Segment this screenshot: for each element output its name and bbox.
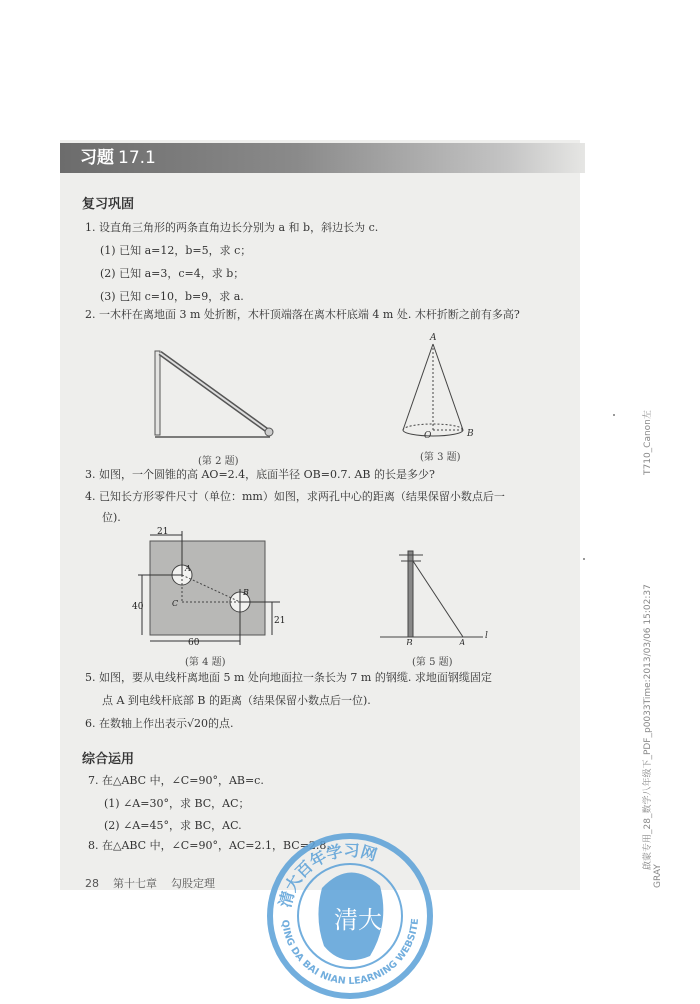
figure-3-caption: (第 3 题)	[420, 452, 461, 463]
label-b: B	[406, 639, 413, 645]
watermark-stamp	[262, 828, 438, 1004]
label-b: B	[243, 588, 249, 597]
figure-4-caption: (第 4 题)	[185, 657, 226, 668]
watermark-top-text: 清大百年学习网	[275, 840, 380, 910]
problem-4-line-1: 4. 已知长方形零件尺寸（单位：mm）如图，求两孔中心的距离（结果保留小数点后一	[85, 490, 505, 503]
problem-6: 6. 在数轴上作出表示√20的点.	[85, 717, 234, 730]
chapter-number: 第十七章	[113, 877, 157, 890]
exercise-title	[80, 146, 156, 170]
figure-5-pole-cable	[375, 545, 495, 645]
problem-5-line-1: 5. 如图，要从电线杆离地面 5 m 处向地面拉一条长为 7 m 的钢缆. 求地面钢缆固定	[85, 671, 492, 684]
figure-5-caption: (第 5 题)	[412, 657, 453, 668]
dim-top: 21	[157, 527, 169, 537]
watermark-center: 清大	[334, 906, 382, 934]
problem-1-3: (3) 已知 c=10，b=9，求 a.	[100, 290, 244, 303]
cone-label-o: O	[424, 431, 432, 441]
dim-left: 40	[132, 602, 144, 612]
section-review: 复习巩固	[82, 197, 135, 212]
problem-7-1: (1) ∠A=30°，求 BC，AC；	[104, 797, 250, 810]
gray-label: GRAY	[653, 864, 663, 888]
page-number: 28	[85, 877, 99, 890]
label-a: A	[459, 639, 466, 645]
problem-1-1: (1) 已知 a=12，b=5，求 c；	[100, 244, 252, 257]
problem-8: 8. 在△ABC 中，∠C=90°，AC=2.1，BC=2.8.	[88, 839, 330, 852]
exercise-number: 17.1	[118, 148, 156, 168]
label-l: l	[485, 631, 488, 641]
scanner-label: T710_Canon左	[643, 410, 653, 475]
problem-7: 7. 在△ABC 中，∠C=90°，AB=c.	[88, 774, 264, 787]
problem-2: 2. 一木杆在离地面 3 m 处折断，木杆顶端落在离木杆底端 4 m 处. 木杆折断之前有多高?	[85, 308, 520, 321]
problem-3: 3. 如图，一个圆锥的高 AO=2.4，底面半径 OB=0.7. AB 的长是多少?	[85, 468, 435, 481]
label-c: C	[172, 599, 179, 608]
chapter-title: 勾股定理	[171, 877, 215, 890]
margin-mark	[583, 558, 585, 560]
watermark-ring-text: QING DA BAI NIAN LEARNING WEBSITE	[279, 917, 422, 988]
problem-7-2: (2) ∠A=45°，求 BC，AC.	[104, 819, 242, 832]
scan-info-label: 啟蒙专用_28_数学八年级下_PDF_p0033Time:2013/03/06 15:02:37	[643, 584, 653, 870]
label-a: A	[185, 564, 191, 573]
margin-mark	[613, 414, 615, 416]
problem-4-line-2: 位).	[102, 511, 121, 524]
problem-1-2: (2) 已知 a=3，c=4，求 b；	[100, 267, 245, 280]
problem-1: 1. 设直角三角形的两条直角边长分别为 a 和 b，斜边长为 c.	[85, 221, 379, 234]
dim-right: 21	[274, 616, 286, 626]
figure-3-cone	[395, 330, 495, 445]
cone-label-a: A	[430, 333, 437, 343]
dim-bottom: 60	[188, 638, 200, 647]
problem-5-line-2: 点 A 到电线杆底部 B 的距离（结果保留小数点后一位).	[102, 694, 371, 707]
figure-2-caption: (第 2 题)	[198, 456, 239, 467]
exercise-label: 习题	[80, 148, 114, 168]
figure-2-broken-pole	[150, 345, 280, 445]
figure-4-rectangle-part	[130, 527, 290, 647]
section-apply: 综合运用	[82, 752, 135, 767]
cone-label-b: B	[467, 429, 474, 439]
page-footer	[85, 875, 229, 891]
